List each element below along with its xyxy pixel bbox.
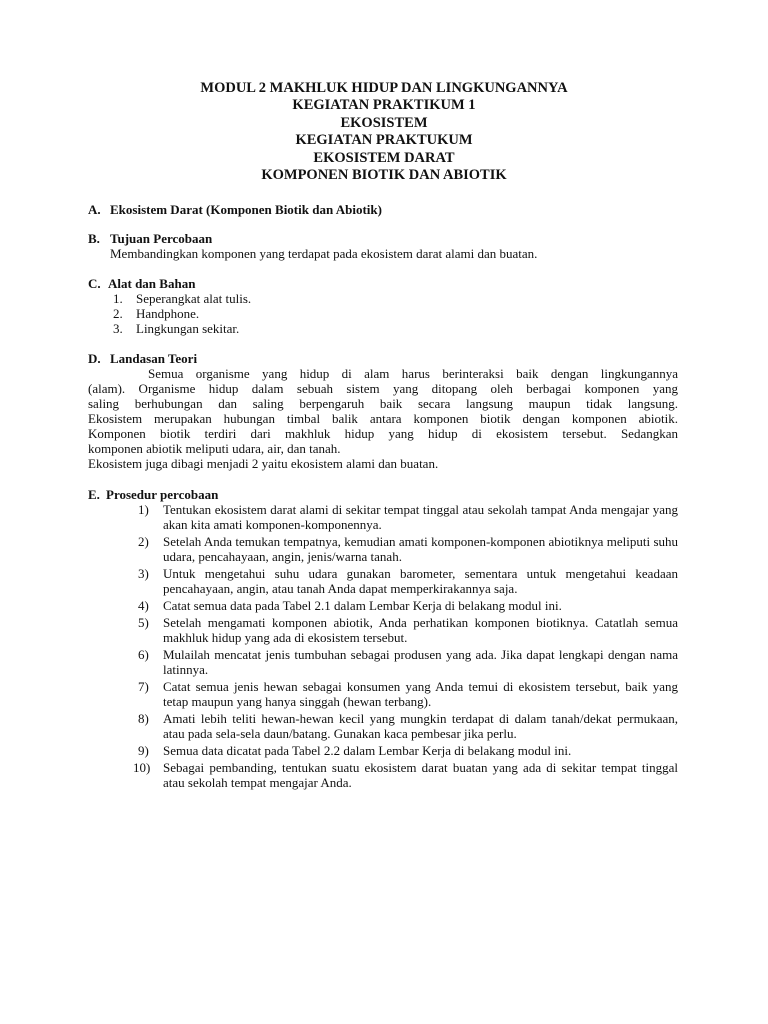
section-b xyxy=(88,231,678,261)
section-d-title: Landasan Teori xyxy=(110,351,198,366)
list-item: 2. Handphone. xyxy=(113,306,200,321)
list-item: 1) Tentukan ekosistem darat alami di sekitar tempat tinggal atau sekolah tampat Anda mengajar yang akan kita amati komponen-komponennya. xyxy=(138,502,678,532)
theory-line-2: (alam). Organisme hidup dalam sebuah sistem yang ditopang oleh berbagai komponen yang xyxy=(88,381,678,396)
section-d-heading xyxy=(88,351,678,366)
document-title xyxy=(0,80,768,184)
section-b-marker: B. xyxy=(88,231,100,246)
section-c-title: Alat dan Bahan xyxy=(108,276,196,291)
list-item: 3) Untuk mengetahui suhu udara gunakan barometer, sementara untuk mengetahui keadaan pencahayaan, angin, atau tanah Anda dapat memperkirakannya saja. xyxy=(138,566,678,596)
section-e xyxy=(88,487,678,792)
section-a-title: Ekosistem Darat (Komponen Biotik dan Abiotik) xyxy=(110,202,382,217)
theory-line-5: Komponen biotik terdiri dari makhluk hidup yang hidup di ekosistem tersebut. Sedangkan xyxy=(88,426,678,441)
list-item: 9) Semua data dicatat pada Tabel 2.2 dalam Lembar Kerja di belakang modul ini. xyxy=(138,743,572,758)
list-item: 10) Sebagai pembanding, tentukan suatu ekosistem darat buatan yang ada di sekitar tempat tinggal atau sekolah tempat mengajar Anda. xyxy=(133,760,678,790)
section-e-heading xyxy=(88,487,678,502)
procedure-list xyxy=(88,502,678,790)
section-b-text: Membandingkan komponen yang terdapat pada ekosistem darat alami dan buatan. xyxy=(110,246,538,261)
section-c xyxy=(88,276,678,336)
list-item: 4) Catat semua data pada Tabel 2.1 dalam Lembar Kerja di belakang modul ini. xyxy=(138,598,562,613)
list-item: 2) Setelah Anda temukan tempatnya, kemudian amati komponen-komponen abiotiknya meliputi suhu udara, pencahayaan, angin, jenis/warna tanah. xyxy=(138,534,678,564)
theory-line-1: Semua organisme yang hidup di alam harus berinteraksi baik dengan lingkungannya xyxy=(148,366,678,381)
theory-paragraph xyxy=(88,366,678,471)
title-line-3: EKOSISTEM xyxy=(340,114,428,131)
section-a xyxy=(88,202,678,217)
section-d-marker: D. xyxy=(88,351,101,366)
title-line-6: KOMPONEN BIOTIK DAN ABIOTIK xyxy=(261,167,507,184)
title-line-4: KEGIATAN PRAKTUKUM xyxy=(295,132,473,149)
theory-line-3: saling berhubungan dan saling berpengaruh baik secara langsung maupun tidak langsung. xyxy=(88,396,678,411)
list-item: 7) Catat semua jenis hewan sebagai konsumen yang Anda temui di ekosistem tersebut, baik yang tetap maupun yang hanya singgah (hewan terbang). xyxy=(138,679,678,709)
section-e-marker: E. xyxy=(88,487,100,502)
list-item: 5) Setelah mengamati komponen abiotik, Anda perhatikan komponen biotiknya. Catatlah semua makhluk hidup yang ada di ekosistem tersebut. xyxy=(138,615,678,645)
section-e-title: Prosedur percobaan xyxy=(106,487,219,502)
title-line-1: MODUL 2 MAKHLUK HIDUP DAN LINGKUNGANNYA xyxy=(200,80,568,96)
section-c-marker: C. xyxy=(88,276,101,291)
section-a-heading xyxy=(88,202,678,217)
title-line-5: EKOSISTEM DARAT xyxy=(313,149,455,166)
list-item: 3. Lingkungan sekitar. xyxy=(113,321,240,336)
title-line-2: KEGIATAN PRAKTIKUM 1 xyxy=(292,97,476,114)
section-b-heading xyxy=(88,231,678,246)
list-item: 1. Seperangkat alat tulis. xyxy=(113,291,252,306)
theory-line-6: komponen abiotik meliputi udara, air, dan tanah. xyxy=(88,441,341,456)
theory-line-4: Ekosistem merupakan hubungan timbal balik antara komponen biotik dengan komponen abiotik. xyxy=(88,411,678,426)
list-item: 6) Mulailah mencatat jenis tumbuhan sebagai produsen yang ada. Jika dapat lengkapi dengan nama latinnya. xyxy=(138,647,678,677)
section-d xyxy=(88,351,678,471)
theory-line-7: Ekosistem juga dibagi menjadi 2 yaitu ekosistem alami dan buatan. xyxy=(88,456,439,471)
list-item: 8) Amati lebih teliti hewan-hewan kecil yang mungkin terdapat di dalam tanah/dekat permukaan, atau pada sela-sela daun/batang. Gunakan kaca pembesar jika perlu. xyxy=(138,711,678,741)
section-b-title: Tujuan Percobaan xyxy=(110,231,213,246)
section-c-heading xyxy=(88,276,678,291)
materials-list xyxy=(88,291,678,336)
section-a-marker: A. xyxy=(88,202,101,217)
